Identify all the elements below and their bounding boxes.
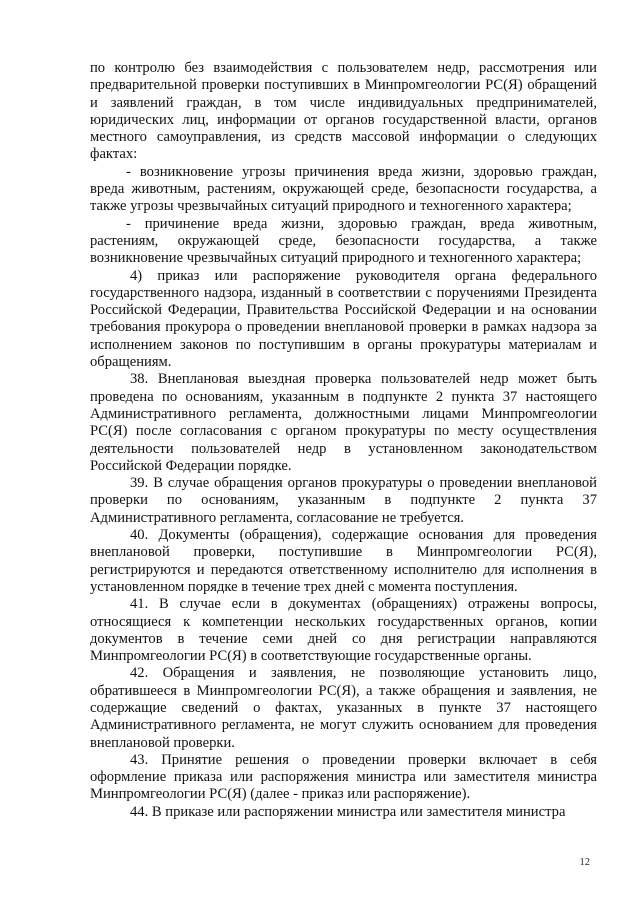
paragraph-41: 41. В случае если в документах (обращениях) отражены вопросы, относящиеся к компетенции нескольких государственных органов, копии документов в течение семи дней со дня регистрации направляются Минпромгеологии РС(Я) в соответствующие государственные органы. [90,596,597,665]
paragraph-38: 38. Внеплановая выездная проверка пользователей недр может быть проведена по основаниям, указанным в подпункте 2 пункта 37 настоящего Административного регламента, должностными лицами Минпромгеологии РС(Я) после согласования с органом прокуратуры по месту осуществления деятельности пользователей недр в установленном законодательством Российской Федерации порядке. [90,371,597,474]
paragraph-44: 44. В приказе или распоряжении министра или заместителя министра [130,803,566,820]
paragraph-43: 43. Принятие решения о проведении проверки включает в себя оформление приказа или распоряжения министра или заместителя министра Минпромгеологии РС(Я) (далее - приказ или распоряжение). [90,751,597,803]
paragraph-40: 40. Документы (обращения), содержащие основания для проведения внеплановой проверки, поступившие в Минпромгеологии РС(Я), регистрируются и передаются ответственному исполнителю для исполнения в установленном порядке в течение трех дней с момента поступления. [90,527,597,595]
dash-item-harm: - причинение вреда жизни, здоровью граждан, вреда животным, растениям, окружающей среде, безопасности государства, а также возникновение чрезвычайных ситуаций природного и техногенного характера; [90,215,597,267]
document-page [90,60,597,821]
dash-item-threat: - возникновение угрозы причинения вреда жизни, здоровью граждан, вреда животным, растениям, окружающей среде, безопасности государства, а также угрозы чрезвычайных ситуаций природного и техногенного характера; [90,163,597,215]
paragraph-42: 42. Обращения и заявления, не позволяющие установить лицо, обратившееся в Минпромгеологии РС(Я), а также обращения и заявления, не содержащие сведений о фактах, указанных в пункте 37 настоящего Административного регламента, не могут служить основанием для проведения внеплановой проверки. [90,665,597,751]
paragraph-continuation: по контролю без взаимодействия с пользователем недр, рассмотрения или предварительной проверки поступивших в Минпромгеологии РС(Я) обращений и заявлений граждан, в том числе индивидуальных предпринимателей, юридических лиц, информации от органов государственной власти, органов местного самоуправления, из средств массовой информации о следующих фактах: [90,60,597,163]
page-number: 12 [579,857,590,868]
paragraph-39: 39. В случае обращения органов прокуратуры о проведении внеплановой проверки по основаниям, указанным в подпункте 2 пункта 37 Административного регламента, согласование не требуется. [90,475,597,526]
paragraph-item-4: 4) приказ или распоряжение руководителя органа федерального государственного надзора, изданный в соответствии с поручениями Президента Российской Федерации, Правительства Российской Федерации и на основании требования прокурора о проведении внеплановой проверки в рамках надзора за исполнением законов по поступившим в органы прокуратуры материалам и обращениям. [90,267,597,371]
